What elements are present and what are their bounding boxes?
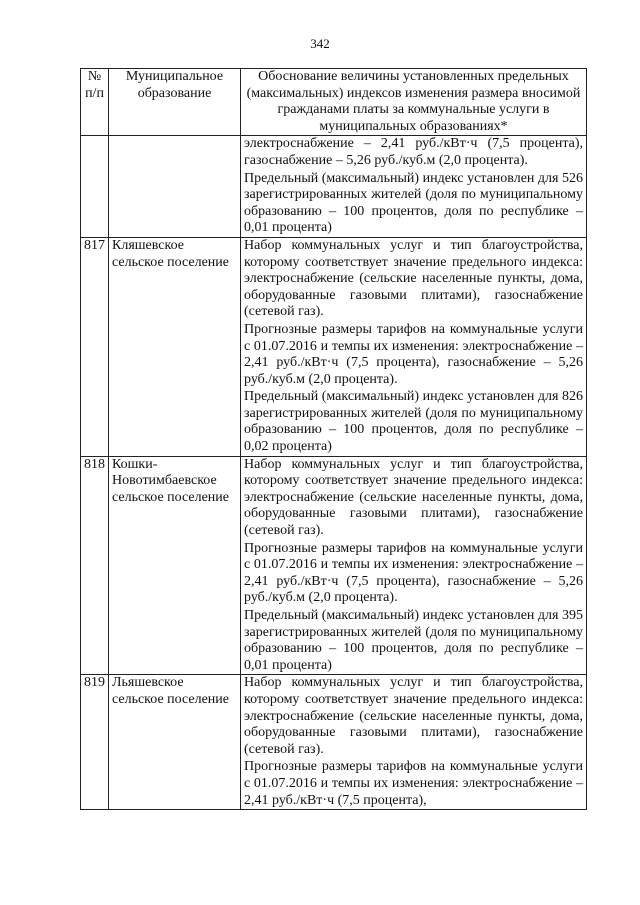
row-number <box>81 136 109 238</box>
justification-paragraph: Предельный (максимальный) индекс установлен для 826 зарегистрированных жителей (доля по муниципальному образованию – 100 процентов, доля по республике – 0,02 процента) <box>244 389 583 455</box>
header-number: № п/п <box>81 69 109 136</box>
justification-cell <box>241 456 587 675</box>
table-row <box>81 136 587 238</box>
justification-cell <box>241 675 587 810</box>
row-number: 819 <box>81 675 109 810</box>
header-justification: Обоснование величины установленных предельных (максимальных) индексов изменения размера вносимой гражданами платы за коммунальные услуги в муниципальных образованиях* <box>241 69 587 136</box>
justification-paragraph: электроснабжение – 2,41 руб./кВт·ч (7,5 процента), газоснабжение – 5,26 руб./куб.м (2,0 процента). <box>244 136 583 168</box>
municipality-name <box>109 136 241 238</box>
tariff-index-table <box>80 68 587 810</box>
justification-paragraph: Прогнозные размеры тарифов на коммунальные услуги с 01.07.2016 и темпы их изменения: электроснабжение – 2,41 руб./кВт·ч (7,5 процента), газоснабжение – 5,26 руб./куб.м (2,0 процента). <box>244 540 583 606</box>
municipality-name: Кошки-Новотимбаевское сельское поселение <box>109 456 241 675</box>
table-body <box>81 136 587 810</box>
justification-paragraph: Набор коммунальных услуг и тип благоустройства, которому соответствует значение предельного индекса: электроснабжение (сельские населенные пункты, дома, оборудованные газовыми плитами), газоснабжение (сетевой газ). <box>244 237 583 320</box>
table-row <box>81 456 587 675</box>
table-row <box>81 675 587 810</box>
justification-paragraph: Предельный (максимальный) индекс установлен для 526 зарегистрированных жителей (доля по муниципальному образованию – 100 процентов, доля по республике – 0,01 процента) <box>244 170 583 236</box>
header-municipality: Муниципальное образование <box>109 69 241 136</box>
table-header-row <box>81 69 587 136</box>
justification-paragraph: Набор коммунальных услуг и тип благоустройства, которому соответствует значение предельного индекса: электроснабжение (сельские населенные пункты, дома, оборудованные газовыми плитами), газоснабжение (сетевой газ). <box>244 456 583 539</box>
justification-paragraph: Прогнозные размеры тарифов на коммунальные услуги с 01.07.2016 и темпы их изменения: электроснабжение – 2,41 руб./кВт·ч (7,5 процента), <box>244 759 583 808</box>
municipality-name: Льяшевское сельское поселение <box>109 675 241 810</box>
justification-cell <box>241 237 587 456</box>
row-number: 817 <box>81 237 109 456</box>
table-row <box>81 237 587 456</box>
justification-paragraph: Предельный (максимальный) индекс установлен для 395 зарегистрированных жителей (доля по муниципальному образованию – 100 процентов, доля по республике – 0,01 процента) <box>244 608 583 673</box>
row-number: 818 <box>81 456 109 675</box>
justification-cell <box>241 136 587 238</box>
justification-paragraph: Прогнозные размеры тарифов на коммунальные услуги с 01.07.2016 и темпы их изменения: электроснабжение – 2,41 руб./кВт·ч (7,5 процента), газоснабжение – 5,26 руб./куб.м (2,0 процента). <box>244 321 583 387</box>
page-number: 342 <box>310 36 330 51</box>
municipality-name: Кляшевское сельское поселение <box>109 237 241 456</box>
justification-paragraph: Набор коммунальных услуг и тип благоустройства, которому соответствует значение предельного индекса: электроснабжение (сельские населенные пункты, дома, оборудованные газовыми плитами), газоснабжение (сетевой газ). <box>244 675 583 757</box>
